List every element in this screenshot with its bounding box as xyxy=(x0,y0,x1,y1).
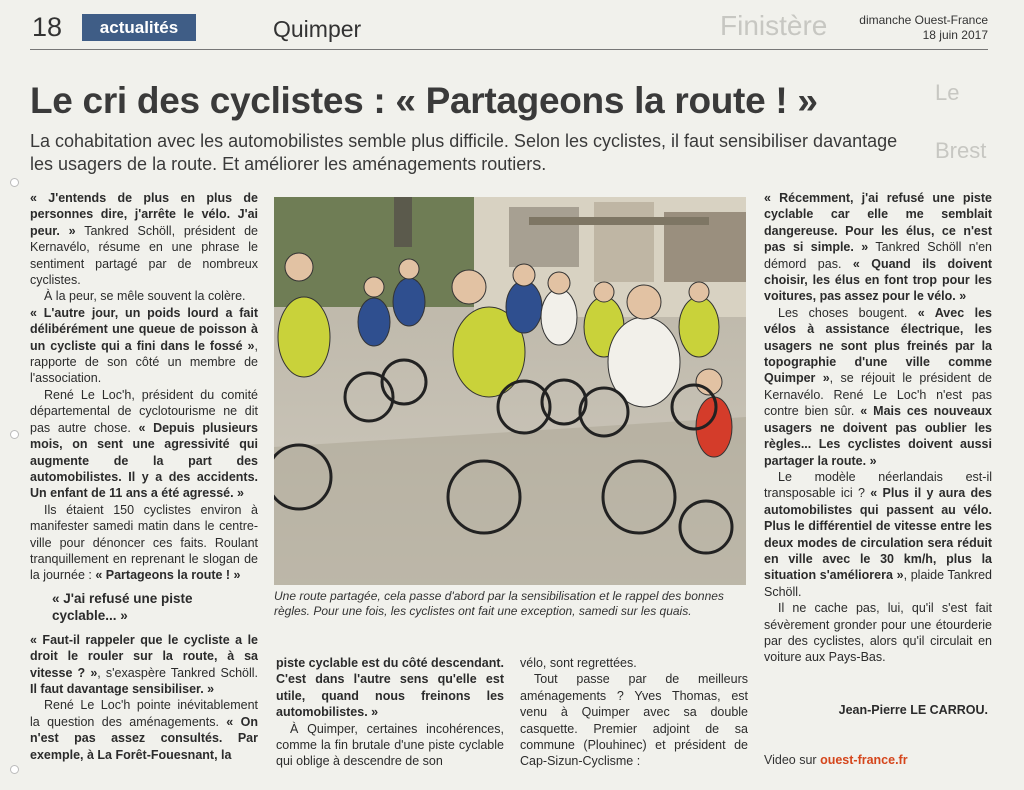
text: Ils étaient 150 cyclistes environ à manifester samedi matin dans le centre-ville pour dénoncer ces faits. Roulant tranquillement en reprenant le slogan de la journée : xyxy=(30,502,258,583)
paragraph xyxy=(30,502,258,584)
paragraph xyxy=(30,632,258,698)
photo-caption: Une route partagée, cela passe d'abord par la sensibilisation et le rappel des bonnes règles. Pour une fois, les cyclistes ont fait une exception, samedi sur les quais. xyxy=(274,589,724,618)
issue-date: 18 juin 2017 xyxy=(922,28,988,42)
quote: piste cyclable est du côté descendant. C'est dans l'autre sens qu'elle est utile, quand nous freinons les automobilistes. » xyxy=(276,656,504,720)
quote: « Plus il y aura des automobilistes qui passent au vélo. Plus le différentiel de vitesse entre les deux modes de circulation sera réduit en ville avec le 30 km/h, plus la situation s'améliorera » xyxy=(764,486,992,583)
paragraph xyxy=(30,190,258,288)
bleed-through-text: Brest xyxy=(935,138,987,163)
paper-date xyxy=(859,13,988,43)
article-photo xyxy=(274,197,746,585)
text: , plaide Tankred Schöll. xyxy=(764,568,993,599)
text-column-2 xyxy=(276,655,504,770)
text: Le modèle néerlandais est-il transposable ici ? xyxy=(764,469,992,501)
text: Tankred Schöll, président de Kernavélo, résume en une phrase le sentiment partagé par de nombreux cyclistes. xyxy=(30,223,258,288)
section-label: actualités xyxy=(82,14,196,41)
paragraph xyxy=(30,697,258,763)
paper-name: dimanche Ouest-France xyxy=(859,13,988,27)
paragraph: vélo, sont regrettées. xyxy=(520,656,637,670)
quote: « Depuis plusieurs mois, on sent une agressivité qui augmente de la part des automobilistes. Il y a des accidents. Un enfant de 11 ans a été agressé. » xyxy=(30,420,258,501)
author-signature: Jean-Pierre LE CARROU. xyxy=(838,703,988,717)
text: , se réjouit le président de Kernavélo. René Le Loc'h n'est pas contre bien sûr. xyxy=(764,371,993,419)
cyclists-photo-illustration xyxy=(274,197,746,585)
quote: « J'entends de plus en plus de personnes dire, j'arrête le vélo. J'ai peur. » xyxy=(30,191,258,238)
website-link[interactable]: ouest-france.fr xyxy=(820,753,908,767)
video-link-line xyxy=(764,753,908,767)
text-column-1 xyxy=(30,190,258,763)
paragraph xyxy=(764,190,992,305)
quote: « Quand ils doivent choisir, les élus en font trop pour les voitures, pas assez pour le vélo. » xyxy=(764,256,992,304)
video-prefix: Video sur xyxy=(764,753,821,767)
quote: « Mais ces nouveaux usagers ne doivent pas oublier les règles... Les cyclistes doivent aussi partager la route. » xyxy=(764,404,992,468)
quote: « Partageons la route ! » xyxy=(95,568,241,583)
quote: « On n'est pas assez consultés. Par exemple, à La Forêt-Fouesnant, la xyxy=(30,714,258,762)
binder-hole xyxy=(10,765,19,774)
paragraph: À la peur, se mêle souvent la colère. xyxy=(44,289,246,304)
text: Les choses bougent. xyxy=(778,305,918,320)
binder-hole xyxy=(10,430,19,439)
paragraph: Il ne cache pas, lui, qu'il s'est fait sévèrement gronder pour une étourderie par des cyclistes, alors qu'il circulait en voiture aux Pays-Bas. xyxy=(764,601,992,665)
page-number: 18 xyxy=(32,12,63,42)
article-lead: La cohabitation avec les automobilistes semble plus difficile. Selon les cyclistes, il faut sensibiliser davantage les usagers de la route. Et améliorer les aménagements routiers. xyxy=(30,131,898,174)
text: Tankred Schöll n'en démord pas. xyxy=(764,240,992,271)
paragraph xyxy=(764,305,992,469)
quote: « L'autre jour, un poids lourd a fait délibérément une queue de poisson à un cycliste qui a fini dans le fossé » xyxy=(30,305,258,353)
text: , s'exaspère Tankred Schöll. xyxy=(97,665,259,680)
header-rule xyxy=(30,49,988,50)
quote: « Avec les vélos à assistance électrique, les usagers ne sont plus freinés par la topographie d'une ville comme Quimper » xyxy=(764,305,992,386)
paragraph xyxy=(276,655,504,721)
bleed-through-text: Le xyxy=(935,80,960,105)
paragraph xyxy=(30,305,258,387)
quote: « Faut-il rappeler que le cycliste a le droit le rouler sur la route, à sa vitesse ? » xyxy=(30,632,258,680)
text: , rapporte de son côté un membre de l'association. xyxy=(30,338,258,386)
text: René Le Loc'h, président du comité départemental de cyclotourisme ne dit pas autre chose. xyxy=(30,387,258,435)
article-title: Le cri des cyclistes : « Partageons la route ! » xyxy=(30,80,818,121)
text-column-4 xyxy=(764,190,992,666)
text-column-3 xyxy=(520,655,748,770)
binder-hole xyxy=(10,178,19,187)
paragraph: Tout passe par de meilleurs aménagements ? Yves Thomas, est venu à Quimper avec sa double casquette. Premier adjoint de sa commune (Plouhinec) et président de Cap-Sizun-Cyclisme : xyxy=(520,672,748,769)
city-label: Quimper xyxy=(273,16,362,42)
quote: « Récemment, j'ai refusé une piste cyclable car elle me semblait dangereuse. Pour les élus, ce n'est pas si simple. » xyxy=(764,191,992,255)
pull-quote: « J'ai refusé une piste cyclable... » xyxy=(52,590,193,623)
paragraph: À Quimper, certaines incohérences, comme la fin brutale d'une piste cyclable qui oblige à descendre de son xyxy=(276,721,504,769)
quote: Il faut davantage sensibiliser. » xyxy=(30,681,215,696)
paragraph xyxy=(764,469,992,600)
bleed-through-text: Finistère xyxy=(720,10,828,41)
text: René Le Loc'h pointe inévitablement la question des aménagements. xyxy=(30,698,258,729)
paragraph xyxy=(30,387,258,502)
